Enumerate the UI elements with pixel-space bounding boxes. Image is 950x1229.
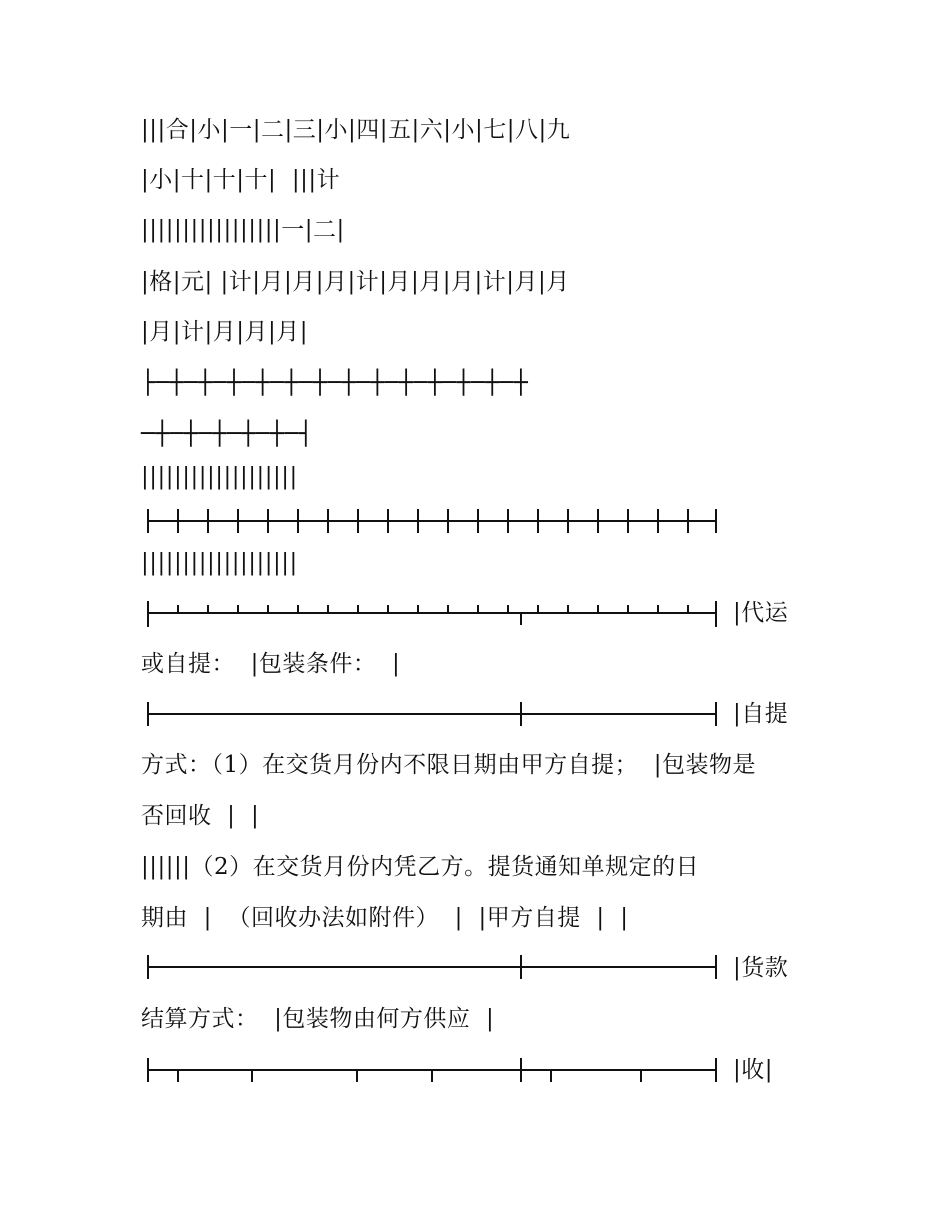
table-rule-3 — [0, 698, 950, 732]
table-divider-row-1: ├─┼─┼─┼─┼─┼─┼─┼─┼─┼─┼─┼─┼─┼ — [141, 370, 529, 396]
recycle-method-line: 期由 | （回收办法如附件） | |甲方自提 | | — [141, 905, 629, 931]
table-cell-row-1: ||||||||||||||||||| — [141, 464, 298, 490]
settlement-method-line: 结算方式： |包装物由何方供应 | — [141, 1006, 495, 1032]
packaging-recycle-line: 否回收 | | — [141, 803, 260, 829]
table-header-row-3: |||||||||||||||||一|二| — [141, 217, 345, 243]
delivery-method-label: |代运 — [733, 600, 789, 626]
table-rule-1 — [0, 505, 950, 535]
table-rule-5 — [0, 1054, 950, 1088]
table-divider-row-2: ─┼─┼─┼─┼─┼─┤ — [141, 421, 314, 447]
table-rule-2 — [0, 597, 950, 631]
receive-label: |收| — [733, 1057, 773, 1083]
pickup-method-line: 方式：（1）在交货月份内不限日期由甲方自提； |包装物是 — [141, 752, 757, 778]
self-pickup-label: |自提 — [733, 701, 789, 727]
payment-label: |货款 — [733, 955, 789, 981]
table-header-row-1: |||合|小|一|二|三|小|四|五|六|小|七|八|九 — [141, 117, 571, 143]
notice-pickup-line: ||||||（2）在交货月份内凭乙方。提货通知单规定的日 — [141, 854, 700, 880]
table-rule-4 — [0, 951, 950, 985]
table-header-row-2: |小|十|十|十| |||计 — [141, 167, 341, 193]
packaging-condition-line: 或自提： |包装条件： | — [141, 651, 401, 677]
table-header-row-4: |格|元| |计|月|月|月|计|月|月|月|计|月|月 — [141, 269, 570, 295]
table-cell-row-2: ||||||||||||||||||| — [141, 550, 298, 576]
table-header-row-5: |月|计|月|月|月| — [141, 319, 308, 345]
